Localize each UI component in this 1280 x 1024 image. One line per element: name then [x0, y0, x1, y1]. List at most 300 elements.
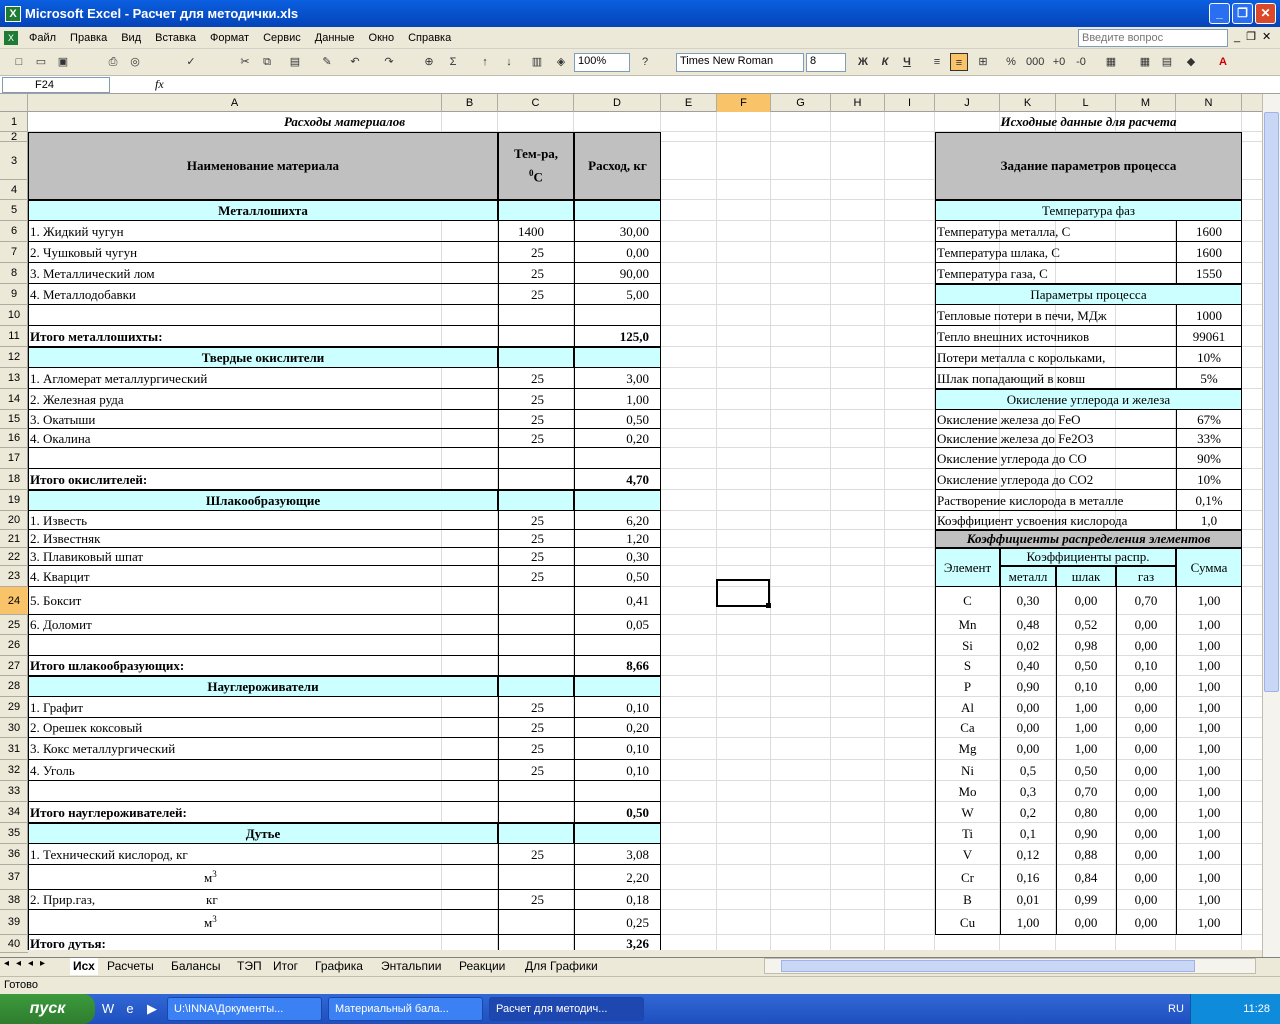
- column-header-L[interactable]: L: [1056, 94, 1116, 112]
- material-temp-21: 25: [531, 531, 544, 546]
- param-name-6: Температура металла, С: [937, 223, 1071, 239]
- select-all-corner[interactable]: [0, 94, 28, 112]
- gridline-col: [884, 112, 885, 950]
- sort-desc-icon[interactable]: ↓: [506, 56, 512, 68]
- coef-metal-38: 0,01: [1016, 892, 1040, 907]
- close-button[interactable]: ✕: [1255, 3, 1276, 24]
- row-header-3[interactable]: 3: [0, 142, 28, 180]
- coef-gas-25: 0,00: [1134, 617, 1158, 632]
- help-search-input[interactable]: [1078, 29, 1228, 47]
- coef-element-30: Ca: [960, 720, 975, 735]
- toolbar: [0, 49, 1280, 76]
- copy-icon[interactable]: ⧉: [263, 56, 271, 68]
- menu-item-8[interactable]: Справка: [408, 31, 452, 44]
- sheet-tab-7[interactable]: Реакции: [459, 959, 506, 973]
- zoom-select[interactable]: 100%: [574, 53, 630, 72]
- column-header-F[interactable]: F: [717, 94, 771, 112]
- formula-bar: [0, 76, 1280, 94]
- selected-cell[interactable]: [716, 579, 770, 607]
- coef-sum-39: 1,00: [1197, 914, 1221, 930]
- drawing-icon[interactable]: ◈: [556, 56, 566, 68]
- row-header-2[interactable]: 2: [0, 132, 28, 142]
- total-label-40: Итого дутья:: [30, 936, 106, 950]
- param-value-16: 33%: [1197, 430, 1221, 446]
- italic-button[interactable]: К: [881, 56, 889, 68]
- total-value-40: 3,26: [626, 936, 649, 950]
- material-name-24: 5. Боксит: [30, 593, 82, 608]
- header-temp-unit-letter: C: [533, 169, 543, 185]
- coef-slag-28: 0,10: [1074, 678, 1098, 694]
- menu-item-5[interactable]: Сервис: [263, 31, 301, 44]
- param-name-17: Окисление углерода до СО: [937, 450, 1087, 466]
- coef-sum-37: 1,00: [1197, 869, 1221, 885]
- table-icon[interactable]: ▤: [1161, 56, 1173, 68]
- coef-sum-33: 1,00: [1197, 783, 1221, 799]
- sheet-tab-8[interactable]: Для Графики: [525, 959, 598, 973]
- coef-gas-26: 0,00: [1134, 637, 1158, 653]
- material-unit-38: кг: [206, 892, 218, 907]
- material-name-23: 4. Кварцит: [30, 568, 90, 584]
- material-value-7: 0,00: [626, 244, 649, 260]
- row-header-6[interactable]: 6: [0, 221, 28, 242]
- param-value-10: 1000: [1196, 307, 1222, 323]
- coef-gas-39: 0,00: [1134, 914, 1158, 930]
- material-value-39: 0,25: [626, 914, 649, 930]
- material-value-31: 0,10: [626, 741, 649, 756]
- autosum-icon[interactable]: Σ: [449, 56, 457, 68]
- section-temp-5: [498, 200, 574, 221]
- column-header-C[interactable]: C: [498, 94, 574, 112]
- coef-slag-26: 0,98: [1074, 637, 1098, 653]
- param-section-5: Температура фаз: [935, 200, 1242, 221]
- material-temp-39: [498, 910, 574, 935]
- coef-element-38: B: [963, 892, 972, 907]
- menu-item-6[interactable]: Данные: [314, 31, 355, 44]
- material-temp-24: [498, 587, 574, 615]
- total-label-18: Итого окислителей:: [30, 471, 148, 487]
- print-icon[interactable]: ⎙: [108, 56, 118, 68]
- row-header-20[interactable]: 20: [0, 511, 28, 530]
- row-header-12[interactable]: 12: [0, 347, 28, 368]
- coef-metal-25: 0,48: [1016, 617, 1040, 632]
- param-value-18: 10%: [1197, 471, 1221, 487]
- gridline-col: [830, 112, 831, 950]
- coef-sum-32: 1,00: [1197, 762, 1221, 778]
- column-header-G[interactable]: G: [771, 94, 831, 112]
- material-temp-8: 25: [531, 265, 544, 281]
- coef-gas-27: 0,10: [1134, 658, 1158, 673]
- column-header-M[interactable]: M: [1116, 94, 1176, 112]
- new-icon[interactable]: □: [15, 56, 23, 68]
- vertical-scroll-thumb[interactable]: [1264, 112, 1279, 692]
- material-name-6: 1. Жидкий чугун: [30, 223, 124, 239]
- material-name-13: 1. Агломерат металлургический: [30, 370, 208, 386]
- maximize-button[interactable]: ❐: [1232, 3, 1253, 24]
- row-header-28[interactable]: 28: [0, 676, 28, 697]
- open-icon[interactable]: ▭: [35, 56, 47, 68]
- param-value-17: 90%: [1197, 450, 1221, 466]
- minimize-button[interactable]: _: [1209, 3, 1230, 24]
- material-value-15: 0,50: [626, 411, 649, 427]
- document-window-controls[interactable]: _❐✕: [1234, 31, 1278, 43]
- font-size-select[interactable]: 8: [806, 53, 846, 72]
- row-header-31[interactable]: 31: [0, 738, 28, 760]
- row-header-11[interactable]: 11: [0, 326, 28, 347]
- hyperlink-icon[interactable]: ⊕: [424, 56, 434, 68]
- chart-icon[interactable]: ▥: [531, 56, 543, 68]
- total-label-34: Итого науглероживателей:: [30, 804, 187, 820]
- material-value-16: 0,20: [626, 430, 649, 446]
- row-header-5[interactable]: 5: [0, 200, 28, 221]
- material-name-9: 4. Металлодобавки: [30, 286, 136, 302]
- coef-header-slag: шлак: [1056, 566, 1116, 587]
- menu-item-3[interactable]: Вставка: [155, 31, 197, 44]
- coef-header-sum: Сумма: [1176, 548, 1242, 587]
- borders-icon[interactable]: ▦: [1105, 56, 1117, 68]
- coef-title: Коэффициенты распределения элементов: [935, 530, 1242, 548]
- material-temp-23: 25: [531, 568, 544, 584]
- row-header-23[interactable]: 23: [0, 566, 28, 587]
- row-header-9[interactable]: 9: [0, 284, 28, 305]
- coef-metal-33: 0,3: [1019, 783, 1037, 799]
- material-value-9: 5,00: [626, 286, 649, 302]
- paste-icon[interactable]: ▤: [289, 56, 301, 68]
- fill-handle[interactable]: [766, 603, 771, 608]
- sheet-tab-0[interactable]: Исх: [70, 958, 98, 975]
- coef-slag-33: 0,70: [1074, 783, 1098, 799]
- tab-scroll-arrows[interactable]: ◂◂◂▸: [4, 958, 53, 969]
- font-color-icon[interactable]: A: [1219, 56, 1227, 68]
- material-temp-16: 25: [531, 430, 544, 446]
- language-indicator[interactable]: RU: [1168, 1003, 1184, 1015]
- column-header-D[interactable]: D: [574, 94, 661, 112]
- unit-row-39: [28, 910, 498, 935]
- undo-icon[interactable]: ↶: [350, 56, 360, 68]
- coef-gas-33: 0,00: [1134, 783, 1158, 799]
- material-temp-22: 25: [531, 549, 544, 564]
- material-temp-25: [498, 615, 574, 635]
- material-temp-38: 25: [531, 892, 544, 907]
- row-header-34[interactable]: 34: [0, 802, 28, 823]
- section-temp-35: [498, 823, 574, 844]
- sheet-tab-3[interactable]: ТЭП: [237, 959, 262, 973]
- row-header-21[interactable]: 21: [0, 530, 28, 548]
- start-button[interactable]: пуск: [0, 994, 95, 1024]
- coef-element-31: Mg: [958, 741, 977, 756]
- sheet-tab-4[interactable]: Итог: [273, 959, 299, 973]
- material-temp-37: [498, 865, 574, 890]
- row-header-25[interactable]: 25: [0, 615, 28, 635]
- total-value-18: 4,70: [626, 471, 649, 487]
- param-name-15: Окисление железа до FeO: [937, 411, 1081, 427]
- material-value-36: 3,08: [626, 846, 649, 862]
- row-header-13[interactable]: 13: [0, 368, 28, 389]
- coef-header-group: Коэффициенты распр.: [1000, 548, 1176, 566]
- material-value-13: 3,00: [626, 370, 649, 386]
- coef-metal-29: 0,00: [1016, 699, 1040, 715]
- coef-element-26: Si: [962, 637, 973, 653]
- column-header-E[interactable]: E: [661, 94, 717, 112]
- material-name-22: 3. Плавиковый шпат: [30, 549, 144, 564]
- coef-gas-35: 0,00: [1134, 825, 1158, 841]
- row-header-35[interactable]: 35: [0, 823, 28, 844]
- menu-bar: [0, 27, 1280, 49]
- row-header-22[interactable]: 22: [0, 548, 28, 566]
- coef-sum-28: 1,00: [1197, 678, 1221, 694]
- coef-element-39: Cu: [959, 914, 976, 930]
- unit-sup: 3: [212, 913, 217, 924]
- gridline-col: [716, 112, 717, 950]
- material-value-32: 0,10: [626, 762, 649, 778]
- column-header-B[interactable]: B: [442, 94, 498, 112]
- section-35: Дутье: [28, 823, 498, 844]
- window-title: Microsoft Excel - Расчет для методички.xls: [25, 6, 299, 21]
- total-value-11: 125,0: [619, 328, 649, 344]
- vertical-scrollbar[interactable]: [1262, 94, 1280, 958]
- row-header-40[interactable]: 40: [0, 935, 28, 953]
- coef-sum-31: 1,00: [1197, 741, 1221, 756]
- coef-metal-28: 0,90: [1016, 678, 1040, 694]
- row-header-24[interactable]: 24: [0, 587, 28, 615]
- row-header-10[interactable]: 10: [0, 305, 28, 326]
- param-name-16: Окисление железа до Fe2O3: [937, 430, 1094, 446]
- row-header-27[interactable]: 27: [0, 656, 28, 676]
- row-header-8[interactable]: 8: [0, 263, 28, 284]
- increase-decimal-icon[interactable]: +0: [1052, 56, 1066, 68]
- param-name-7: Температура шлака, С: [937, 244, 1060, 260]
- material-value-6: 30,00: [619, 223, 649, 239]
- quicklaunch-media-icon[interactable]: ▶: [147, 1001, 157, 1016]
- param-value-13: 5%: [1200, 370, 1218, 386]
- menu-item-1[interactable]: Правка: [70, 31, 108, 44]
- sheet-tab-6[interactable]: Энтальпии: [381, 959, 442, 973]
- coef-slag-35: 0,90: [1074, 825, 1098, 841]
- horizontal-scrollbar[interactable]: [764, 958, 1256, 974]
- row-header-1[interactable]: 1: [0, 112, 28, 132]
- task-word[interactable]: Материальный бала...: [328, 997, 483, 1021]
- column-header-K[interactable]: K: [1000, 94, 1056, 112]
- section-val-19: [574, 490, 661, 511]
- row-header-16[interactable]: 16: [0, 429, 28, 448]
- material-value-22: 0,30: [626, 549, 649, 564]
- header-material-name: Наименование материала: [28, 132, 498, 200]
- material-value-8: 90,00: [619, 265, 649, 281]
- material-temp-7: 25: [531, 244, 544, 260]
- menu-item-7[interactable]: Окно: [368, 31, 395, 44]
- section-val-35: [574, 823, 661, 844]
- coef-gas-37: 0,00: [1134, 869, 1158, 885]
- material-value-24: 0,41: [626, 593, 649, 608]
- row-header-7[interactable]: 7: [0, 242, 28, 263]
- fill-color-icon[interactable]: ◆: [1186, 56, 1196, 68]
- param-name-18: Окисление углерода до СО2: [937, 471, 1094, 487]
- coef-element-35: Ti: [961, 825, 974, 841]
- material-temp-30: 25: [531, 720, 544, 735]
- taskbar: [0, 994, 1280, 1024]
- grid-icon[interactable]: ▦: [1139, 56, 1151, 68]
- coef-sum-29: 1,00: [1197, 699, 1221, 715]
- align-left-icon[interactable]: ≡: [933, 56, 941, 68]
- param-section-14: Окисление углерода и железа: [935, 389, 1242, 410]
- unit-label: м: [204, 914, 213, 930]
- material-value-30: 0,20: [626, 720, 649, 735]
- redo-icon[interactable]: ↷: [384, 56, 394, 68]
- coef-metal-24: 0,30: [1016, 593, 1040, 608]
- material-value-37: 2,20: [626, 869, 649, 885]
- param-value-6: 1600: [1196, 223, 1222, 239]
- underline-button[interactable]: Ч: [903, 56, 911, 68]
- percent-icon[interactable]: %: [1006, 56, 1016, 68]
- coef-element-27: S: [963, 658, 972, 673]
- unit-sup: 3: [212, 868, 217, 879]
- coef-slag-34: 0,80: [1074, 804, 1098, 820]
- material-name-36: 1. Технический кислород, кг: [30, 846, 188, 862]
- param-section-9: Параметры процесса: [935, 284, 1242, 305]
- cut-icon[interactable]: ✂: [240, 56, 250, 68]
- material-name-7: 2. Чушковый чугун: [30, 244, 138, 260]
- param-value-7: 1600: [1196, 244, 1222, 260]
- row-header-26[interactable]: 26: [0, 635, 28, 656]
- menu-item-2[interactable]: Вид: [121, 31, 142, 44]
- param-value-12: 10%: [1197, 349, 1221, 365]
- row-header-17[interactable]: 17: [0, 448, 28, 469]
- excel-app-icon[interactable]: X: [5, 6, 21, 22]
- coef-sum-36: 1,00: [1197, 846, 1221, 862]
- material-temp-9: 25: [531, 286, 544, 302]
- spreadsheet-grid[interactable]: [28, 112, 1262, 950]
- column-header-H[interactable]: H: [831, 94, 885, 112]
- coef-slag-32: 0,50: [1074, 762, 1098, 778]
- param-name-19: Растворение кислорода в металле: [937, 492, 1124, 508]
- coef-header-gas: газ: [1116, 566, 1176, 587]
- sort-asc-icon[interactable]: ↑: [482, 56, 488, 68]
- row-header-18[interactable]: 18: [0, 469, 28, 490]
- section-temp-19: [498, 490, 574, 511]
- material-temp-13: 25: [531, 370, 544, 386]
- sheet-tab-5[interactable]: Графика: [315, 959, 363, 973]
- coef-element-29: Al: [961, 699, 974, 715]
- header-temp-unit-sup: 0: [529, 168, 534, 179]
- material-temp-6: 1400: [518, 223, 544, 239]
- align-center-icon[interactable]: ≡: [950, 53, 968, 71]
- task-explorer[interactable]: U:\INNA\Документы...: [167, 997, 322, 1021]
- section-28: Науглероживатели: [28, 676, 498, 697]
- material-temp-32: 25: [531, 762, 544, 778]
- coef-sum-30: 1,00: [1197, 720, 1221, 735]
- fx-icon[interactable]: fx: [155, 77, 164, 91]
- coef-metal-36: 0,12: [1016, 846, 1040, 862]
- name-box[interactable]: F24: [2, 77, 110, 93]
- row-header-15[interactable]: 15: [0, 410, 28, 429]
- save-icon[interactable]: ▣: [57, 56, 69, 68]
- menu-item-4[interactable]: Формат: [210, 31, 250, 44]
- coef-element-24: C: [963, 593, 972, 608]
- material-name-25: 6. Доломит: [30, 617, 92, 632]
- header-temperature: [498, 132, 574, 200]
- row-header-37[interactable]: 37: [0, 865, 28, 890]
- font-select[interactable]: Times New Roman: [676, 53, 804, 72]
- coef-sum-26: 1,00: [1197, 637, 1221, 653]
- header-temp-label: Тем-ра,: [513, 146, 559, 162]
- quicklaunch-ie-icon[interactable]: e: [126, 1001, 134, 1016]
- material-name-38: 2. Прир.газ,: [30, 892, 96, 907]
- horizontal-scroll-thumb[interactable]: [781, 960, 1195, 972]
- row-header-32[interactable]: 32: [0, 760, 28, 781]
- coef-gas-36: 0,00: [1134, 846, 1158, 862]
- row-header-30[interactable]: 30: [0, 718, 28, 738]
- thousands-icon[interactable]: 000: [1026, 56, 1045, 68]
- coef-slag-29: 1,00: [1074, 699, 1098, 715]
- param-name-12: Потери металла с корольками,: [937, 349, 1106, 365]
- coef-metal-30: 0,00: [1016, 720, 1040, 735]
- column-header-J[interactable]: J: [935, 94, 1000, 112]
- param-name-8: Температура газа, С: [937, 265, 1048, 281]
- coef-slag-39: 0,00: [1074, 914, 1098, 930]
- header-consumption: Расход, кг: [574, 132, 661, 200]
- task-excel[interactable]: Расчет для методич...: [489, 997, 644, 1021]
- preview-icon[interactable]: ◎: [130, 56, 140, 68]
- document-icon[interactable]: X: [4, 31, 18, 45]
- quicklaunch-word-icon[interactable]: W: [101, 1001, 115, 1016]
- material-temp-14: 25: [531, 391, 544, 407]
- coef-sum-38: 1,00: [1197, 892, 1221, 907]
- row-header-19[interactable]: 19: [0, 490, 28, 511]
- status-bar: Готово: [0, 976, 1280, 994]
- row-header-14[interactable]: 14: [0, 389, 28, 410]
- column-header-I[interactable]: I: [885, 94, 935, 112]
- header-temp-unit: [529, 168, 543, 185]
- coef-gas-31: 0,00: [1134, 741, 1158, 756]
- menu-item-0[interactable]: Файл: [29, 31, 57, 44]
- material-name-20: 1. Известь: [30, 512, 88, 528]
- title-bar: [0, 0, 1280, 27]
- param-name-20: Коэффициент усвоения кислорода: [937, 512, 1128, 528]
- row-header-38[interactable]: 38: [0, 890, 28, 910]
- coef-header-metal: металл: [1000, 566, 1056, 587]
- coef-metal-32: 0,5: [1019, 762, 1037, 778]
- row-header-29[interactable]: 29: [0, 697, 28, 718]
- param-name-11: Тепло внешних источников: [937, 328, 1090, 344]
- merge-center-icon[interactable]: ⊞: [978, 56, 988, 68]
- row-header-36[interactable]: 36: [0, 844, 28, 865]
- clock: 11:28: [1243, 1003, 1270, 1015]
- format-painter-icon[interactable]: ✎: [322, 56, 332, 68]
- param-value-15: 67%: [1197, 411, 1221, 427]
- help-icon[interactable]: ?: [641, 56, 649, 68]
- left-title: Расходы материалов: [283, 114, 406, 129]
- coef-slag-24: 0,00: [1074, 593, 1098, 608]
- sheet-tab-1[interactable]: Расчеты: [107, 959, 154, 973]
- spelling-icon[interactable]: ✓: [186, 56, 196, 68]
- bold-button[interactable]: Ж: [858, 56, 868, 68]
- material-value-20: 6,20: [626, 512, 649, 528]
- column-header-N[interactable]: N: [1176, 94, 1242, 112]
- param-value-8: 1550: [1196, 265, 1222, 281]
- coef-metal-34: 0,2: [1019, 804, 1037, 820]
- total-label-27: Итого шлакообразующих:: [30, 658, 185, 673]
- row-header-39[interactable]: 39: [0, 910, 28, 935]
- coef-sum-27: 1,00: [1197, 658, 1221, 673]
- row-header-33[interactable]: 33: [0, 781, 28, 802]
- section-temp-28: [498, 676, 574, 697]
- gridline-col: [770, 112, 771, 950]
- column-header-A[interactable]: A: [28, 94, 442, 112]
- row-header-4[interactable]: 4: [0, 180, 28, 200]
- unit-label: м: [204, 869, 213, 885]
- sheet-tab-2[interactable]: Балансы: [171, 959, 221, 973]
- coef-metal-39: 1,00: [1016, 914, 1040, 930]
- decrease-decimal-icon[interactable]: -0: [1076, 56, 1086, 68]
